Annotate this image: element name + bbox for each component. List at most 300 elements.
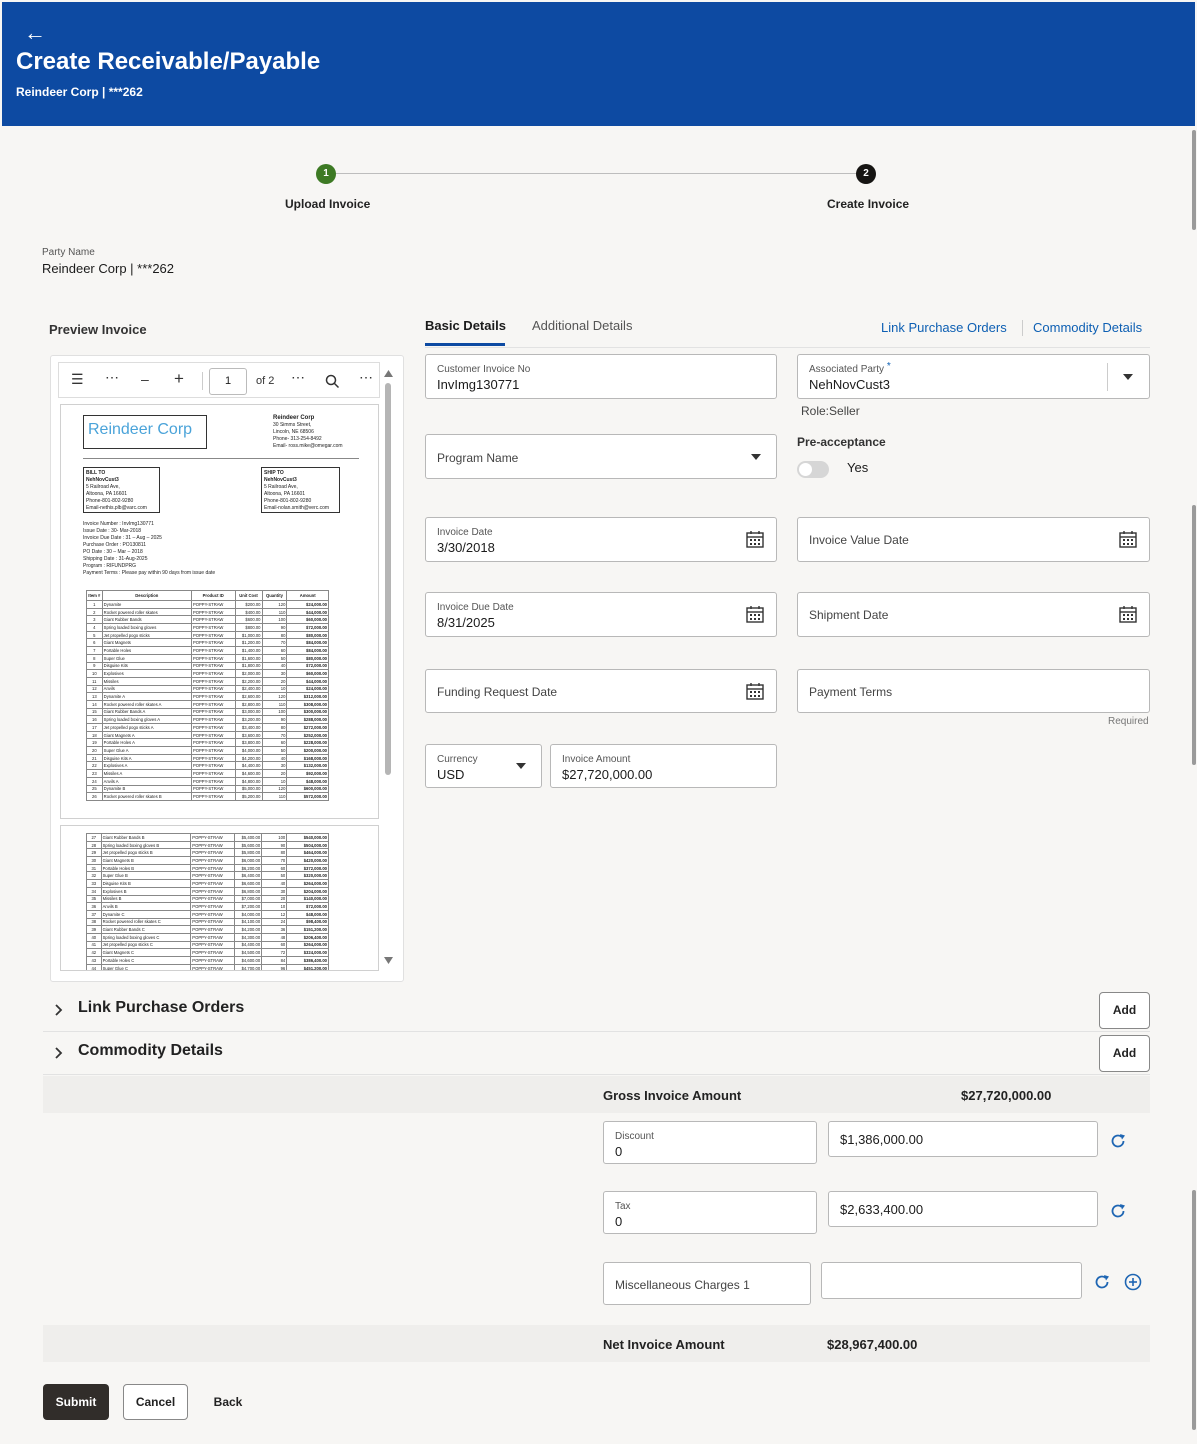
misc-charges-field[interactable]: [603, 1262, 811, 1305]
table-cell: Disguise Kits A: [102, 754, 191, 762]
refresh-icon[interactable]: [1109, 1202, 1127, 1220]
table-cell: 72: [262, 949, 287, 957]
document-line: Altoona, PA 16601: [264, 491, 306, 497]
table-cell: POPPY-STRAW: [191, 624, 235, 632]
table-cell: $300,000.00: [287, 708, 329, 716]
table-row: [87, 708, 329, 716]
table-cell: 110: [262, 608, 287, 616]
invoice-meta: [83, 521, 215, 577]
table-cell: $600.00: [235, 616, 262, 624]
table-cell: Disguise Kits: [102, 662, 191, 670]
table-cell: 31: [87, 864, 102, 872]
table-cell: 24: [262, 918, 287, 926]
table-cell: Giant Magnets C: [101, 949, 191, 957]
field-label: Associated Party *: [809, 361, 891, 375]
table-cell: POPPY-STRAW: [191, 903, 235, 911]
table-cell: $5,800.00: [235, 849, 262, 857]
shipment-date-field[interactable]: [797, 592, 1150, 637]
table-row: [87, 895, 329, 903]
table-cell: Super Glue B: [101, 872, 191, 880]
table-cell: $572,000.00: [287, 793, 329, 801]
page-header: [2, 2, 1195, 126]
document-line: Email-nethis.plb@varc.com: [86, 505, 147, 511]
table-cell: 7: [87, 647, 103, 655]
table-cell: $72,000.00: [287, 903, 329, 911]
table-cell: 70: [262, 731, 287, 739]
accordion-title: Link Purchase Orders: [78, 999, 245, 1016]
cancel-button[interactable]: Cancel: [123, 1384, 188, 1420]
table-cell: $80,000.00: [287, 654, 329, 662]
chevron-right-icon[interactable]: [55, 1047, 63, 1059]
table-cell: 40: [87, 933, 102, 941]
chevron-down-icon[interactable]: [1123, 374, 1133, 380]
table-row: [87, 910, 329, 918]
ship-to-box: [261, 467, 340, 513]
calendar-icon[interactable]: [746, 530, 764, 548]
table-cell: $4,000.00: [235, 910, 262, 918]
table-cell: 90: [262, 716, 287, 724]
scroll-down-icon[interactable]: [384, 957, 393, 964]
table-cell: POPPY-STRAW: [191, 654, 235, 662]
document-line: Reindeer Corp: [273, 415, 315, 421]
party-name-label: Party Name: [42, 247, 95, 258]
table-cell: Portable Holes A: [102, 739, 191, 747]
step-1-label: Upload Invoice: [285, 197, 371, 211]
table-row: [87, 864, 329, 872]
field-label: Tax: [615, 1201, 631, 1212]
funding-request-date-field[interactable]: [425, 669, 777, 713]
field-placeholder: Invoice Value Date: [809, 533, 909, 547]
table-cell: 20: [262, 895, 287, 903]
table-cell: $200,000.00: [287, 747, 329, 755]
scroll-up-icon[interactable]: [384, 370, 393, 377]
table-cell: POPPY-STRAW: [191, 693, 235, 701]
table-cell: 25: [87, 785, 103, 793]
table-cell: 4: [87, 624, 103, 632]
table-row: [87, 841, 329, 849]
pdf-toolbar: [58, 362, 380, 398]
table-cell: 9: [87, 662, 103, 670]
table-cell: 60: [262, 941, 287, 949]
table-cell: $4,000.00: [235, 747, 262, 755]
currency-select[interactable]: [425, 744, 542, 788]
tab-basic-details[interactable]: Basic Details: [425, 318, 506, 333]
table-cell: 23: [87, 770, 103, 778]
commodity-details-link[interactable]: Commodity Details: [1033, 320, 1143, 335]
table-cell: $4,600.00: [235, 770, 262, 778]
list-icon[interactable]: ☰: [71, 371, 84, 387]
table-cell: $204,000.00: [287, 887, 329, 895]
calendar-icon[interactable]: [1119, 530, 1137, 548]
table-cell: $200.00: [235, 601, 262, 609]
page-scrollbar[interactable]: [1192, 1190, 1196, 1430]
table-header-cell: Quantity: [262, 591, 287, 601]
table-cell: Rocket powered roller skates B: [102, 793, 191, 801]
table-cell: $132,000.00: [287, 762, 329, 770]
table-row: [87, 887, 329, 895]
page-number-input[interactable]: 1: [209, 368, 247, 395]
table-cell: POPPY-STRAW: [191, 793, 235, 801]
table-cell: $5,400.00: [235, 834, 262, 842]
document-line: NehNovCust3: [264, 477, 297, 483]
table-cell: Dynamite C: [101, 910, 191, 918]
table-cell: POPPY-STRAW: [191, 841, 235, 849]
field-value: USD: [437, 767, 465, 782]
table-cell: Jet propelled pogo sticks C: [101, 941, 191, 949]
table-cell: 22: [87, 762, 103, 770]
more-icon[interactable]: ⋯: [359, 369, 373, 385]
table-row: [87, 754, 329, 762]
table-cell: POPPY-STRAW: [191, 662, 235, 670]
table-cell: 30: [262, 670, 287, 678]
table-cell: 17: [87, 724, 103, 732]
document-line: SHIP TO: [264, 470, 284, 476]
zoom-in-icon[interactable]: +: [174, 369, 184, 388]
table-header-cell: Description: [102, 591, 191, 601]
calendar-icon[interactable]: [1119, 605, 1137, 623]
commodity-details-accordion[interactable]: [43, 1032, 1150, 1075]
table-cell: $98,400.00: [287, 918, 329, 926]
table-row: [87, 849, 329, 857]
table-cell: $168,000.00: [287, 754, 329, 762]
table-cell: $6,400.00: [235, 872, 262, 880]
table-cell: POPPY-STRAW: [191, 785, 235, 793]
table-cell: Dynamite: [102, 601, 191, 609]
document-line: Phone-801-802-9280: [86, 498, 134, 504]
table-row: [87, 647, 329, 655]
discount-amount-field[interactable]: [828, 1121, 1098, 1157]
field-value: 0: [615, 1214, 623, 1229]
table-cell: $312,000.00: [287, 693, 329, 701]
table-cell: $44,000.00: [287, 608, 329, 616]
table-cell: 70: [262, 639, 287, 647]
back-button[interactable]: Back: [213, 1395, 243, 1409]
program-name-select[interactable]: [425, 434, 777, 479]
table-cell: $6,000.00: [235, 857, 262, 865]
table-row: [87, 903, 329, 911]
table-cell: Jet propelled pogo sticks: [102, 631, 191, 639]
table-cell: POPPY-STRAW: [191, 957, 235, 965]
gross-amount-value: $27,720,000.00: [961, 1088, 1052, 1103]
table-cell: 37: [87, 910, 102, 918]
payment-terms-field[interactable]: [797, 669, 1150, 713]
table-cell: $5,200.00: [235, 793, 262, 801]
table-row: [87, 747, 329, 755]
table-cell: $372,000.00: [287, 864, 329, 872]
table-cell: 30: [87, 857, 102, 865]
table-cell: 38: [87, 918, 102, 926]
link-purchase-orders-accordion[interactable]: [43, 989, 1150, 1032]
table-cell: $4,200.00: [235, 754, 262, 762]
table-cell: $504,000.00: [287, 841, 329, 849]
document-logo: Reindeer Corp: [83, 415, 207, 449]
bill-to-text: [86, 470, 147, 512]
field-placeholder: Funding Request Date: [437, 685, 558, 699]
table-cell: $6,800.00: [235, 887, 262, 895]
table-row: [87, 872, 329, 880]
table-cell: 110: [262, 793, 287, 801]
add-circle-icon[interactable]: [1124, 1273, 1142, 1291]
preview-scrollbar[interactable]: [385, 383, 391, 775]
table-cell: Portable Holes C: [101, 957, 191, 965]
submit-button[interactable]: Submit: [43, 1384, 109, 1420]
table-header-cell: Unit Cost: [235, 591, 262, 601]
associated-party-select[interactable]: [797, 354, 1150, 399]
invoice-line-items-table: [86, 833, 329, 971]
table-cell: POPPY-STRAW: [191, 647, 235, 655]
search-icon[interactable]: [325, 374, 340, 389]
page-scrollbar[interactable]: [1192, 505, 1196, 765]
table-cell: 42: [87, 949, 102, 957]
table-cell: Jet propelled pogo sticks B: [101, 849, 191, 857]
chevron-down-icon[interactable]: [516, 763, 526, 769]
chevron-right-icon[interactable]: [55, 1004, 63, 1016]
table-cell: POPPY-STRAW: [191, 700, 235, 708]
calendar-icon[interactable]: [746, 605, 764, 623]
table-cell: $48,000.00: [287, 777, 329, 785]
table-cell: 28: [87, 841, 102, 849]
table-row: [87, 608, 329, 616]
table-cell: POPPY-STRAW: [191, 872, 235, 880]
net-amount-label: Net Invoice Amount: [603, 1337, 725, 1352]
table-cell: Giant Rubber Bands B: [101, 834, 191, 842]
table-row: [87, 949, 329, 957]
table-cell: POPPY-STRAW: [191, 677, 235, 685]
more-icon[interactable]: ⋯: [291, 369, 305, 385]
table-cell: POPPY-STRAW: [191, 731, 235, 739]
step-2-indicator: 2: [856, 164, 876, 184]
table-cell: $4,600.00: [235, 957, 262, 965]
table-row: [87, 918, 329, 926]
pdf-page-2: [60, 825, 379, 971]
table-cell: $1,600.00: [235, 654, 262, 662]
zoom-out-icon[interactable]: –: [141, 371, 149, 387]
refresh-icon[interactable]: [1093, 1273, 1111, 1291]
table-cell: POPPY-STRAW: [191, 941, 235, 949]
table-cell: Dynamite A: [102, 693, 191, 701]
table-row: [87, 677, 329, 685]
field-value: 8/31/2025: [437, 615, 495, 630]
table-cell: $4,200.00: [235, 926, 262, 934]
table-cell: 20: [262, 770, 287, 778]
table-cell: 27: [87, 834, 102, 842]
table-cell: Disguise Kits B: [101, 880, 191, 888]
gross-amount-label: Gross Invoice Amount: [603, 1088, 742, 1103]
table-cell: 70: [262, 857, 287, 865]
table-cell: $151,200.00: [287, 926, 329, 934]
table-cell: 33: [87, 880, 102, 888]
back-arrow-icon[interactable]: ←: [24, 20, 46, 45]
table-row: [87, 834, 329, 842]
bill-to-box: [83, 467, 160, 513]
table-cell: 80: [262, 724, 287, 732]
field-label: Currency: [437, 754, 478, 765]
field-value: $27,720,000.00: [562, 767, 653, 782]
document-line: 30 Simms Street,: [273, 422, 312, 428]
pre-acceptance-toggle[interactable]: [797, 461, 829, 478]
field-label: Customer Invoice No: [437, 364, 531, 375]
table-cell: POPPY-STRAW: [191, 887, 235, 895]
table-cell: 1: [87, 601, 103, 609]
table-cell: $320,000.00: [287, 872, 329, 880]
table-cell: $7,000.00: [235, 895, 262, 903]
table-cell: $4,800.00: [235, 777, 262, 785]
table-cell: $3,600.00: [235, 731, 262, 739]
table-cell: 20: [262, 677, 287, 685]
table-cell: 110: [262, 700, 287, 708]
table-cell: $6,200.00: [235, 864, 262, 872]
table-cell: Anvils A: [102, 777, 191, 785]
table-cell: 96: [262, 964, 287, 971]
ship-to-text: [264, 470, 329, 512]
misc-charges-amount-field[interactable]: [821, 1262, 1082, 1299]
add-commodity-button[interactable]: Add: [1099, 1035, 1150, 1072]
table-cell: 120: [262, 693, 287, 701]
chevron-down-icon[interactable]: [751, 454, 761, 460]
table-row: [87, 693, 329, 701]
tax-field[interactable]: [603, 1191, 817, 1234]
link-purchase-orders-link[interactable]: Link Purchase Orders: [881, 320, 1007, 335]
table-cell: 13: [87, 693, 103, 701]
more-icon[interactable]: ⋯: [105, 369, 119, 385]
party-name-value: Reindeer Corp | ***262: [42, 261, 175, 276]
table-cell: $288,000.00: [287, 716, 329, 724]
field-value: $2,633,400.00: [840, 1202, 924, 1217]
table-cell: Missiles A: [102, 770, 191, 778]
table-cell: 60: [262, 739, 287, 747]
refresh-icon[interactable]: [1109, 1132, 1127, 1150]
table-cell: 24: [87, 777, 103, 785]
field-label: Invoice Due Date: [437, 602, 514, 613]
table-cell: POPPY-STRAW: [191, 739, 235, 747]
table-cell: $3,000.00: [235, 708, 262, 716]
table-row: [87, 731, 329, 739]
document-line: 5 Railroad Ave,: [86, 484, 120, 490]
add-purchase-order-button[interactable]: Add: [1099, 992, 1150, 1029]
table-cell: 18: [87, 731, 103, 739]
table-cell: $7,200.00: [235, 903, 262, 911]
table-cell: $464,000.00: [287, 849, 329, 857]
table-cell: $3,800.00: [235, 739, 262, 747]
table-cell: Jet propelled pogo sticks A: [102, 724, 191, 732]
company-block: [273, 415, 343, 450]
header-rule: [83, 458, 359, 459]
table-cell: POPPY-STRAW: [191, 926, 235, 934]
table-cell: $84,000.00: [287, 647, 329, 655]
invoice-amount-field[interactable]: [550, 744, 777, 788]
table-cell: Giant Magnets: [102, 639, 191, 647]
table-row: [87, 724, 329, 732]
gross-amount-band: [43, 1076, 1150, 1113]
table-cell: Super Glue: [102, 654, 191, 662]
table-cell: $451,200.00: [287, 964, 329, 971]
table-cell: $5,600.00: [235, 841, 262, 849]
table-cell: 50: [262, 654, 287, 662]
table-cell: 15: [87, 708, 103, 716]
table-cell: 100: [262, 616, 287, 624]
toolbar-divider: [202, 372, 203, 390]
table-cell: 32: [87, 872, 102, 880]
document-line: Invoice Due Date : 31 – Aug – 2025: [83, 535, 162, 541]
invoice-date-field[interactable]: [425, 517, 777, 562]
table-cell: POPPY-STRAW: [191, 747, 235, 755]
table-cell: $600,000.00: [287, 785, 329, 793]
document-line: Phone- 313-254-8492: [273, 436, 322, 442]
table-cell: $252,000.00: [287, 731, 329, 739]
table-cell: $4,500.00: [235, 949, 262, 957]
table-cell: 21: [87, 754, 103, 762]
document-line: BILL TO: [86, 470, 106, 476]
table-cell: 30: [262, 887, 287, 895]
table-cell: $2,600.00: [235, 693, 262, 701]
tab-additional-details[interactable]: Additional Details: [532, 318, 633, 333]
table-cell: 34: [87, 887, 102, 895]
table-cell: $6,600.00: [235, 880, 262, 888]
customer-invoice-no-field[interactable]: [425, 354, 777, 399]
table-cell: 10: [262, 903, 287, 911]
table-row: [87, 933, 329, 941]
table-cell: 16: [87, 716, 103, 724]
table-cell: 48: [262, 933, 287, 941]
table-cell: 10: [262, 685, 287, 693]
active-tab-indicator: [425, 343, 505, 346]
table-cell: $540,000.00: [287, 834, 329, 842]
table-cell: POPPY-STRAW: [191, 716, 235, 724]
field-placeholder: Shipment Date: [809, 608, 889, 622]
table-cell: 120: [262, 601, 287, 609]
invoice-value-date-field[interactable]: [797, 517, 1150, 562]
table-cell: Spring loaded boxing gloves A: [102, 716, 191, 724]
preview-invoice-title: Preview Invoice: [49, 322, 147, 337]
tax-amount-field[interactable]: [828, 1191, 1098, 1227]
invoice-due-date-field[interactable]: [425, 592, 777, 637]
table-cell: $272,000.00: [287, 724, 329, 732]
table-cell: POPPY-STRAW: [191, 762, 235, 770]
accordion-title: Commodity Details: [78, 1042, 223, 1059]
table-cell: 40: [262, 880, 287, 888]
table-cell: Giant Rubber Bands A: [102, 708, 191, 716]
table-cell: Anvils B: [101, 903, 191, 911]
table-cell: 40: [262, 754, 287, 762]
table-row: [87, 616, 329, 624]
table-cell: 90: [262, 841, 287, 849]
required-mark: *: [886, 361, 891, 372]
page-scrollbar[interactable]: [1192, 130, 1196, 230]
document-line: NehNovCust3: [86, 477, 119, 483]
table-cell: POPPY-STRAW: [191, 754, 235, 762]
table-cell: 41: [87, 941, 102, 949]
table-cell: $92,000.00: [287, 770, 329, 778]
table-cell: Giant Magnets B: [101, 857, 191, 865]
document-line: Invoice Number : InvImg130771: [83, 521, 154, 527]
calendar-icon[interactable]: [746, 682, 764, 700]
table-cell: $400.00: [235, 608, 262, 616]
select-divider: [1107, 363, 1108, 391]
table-cell: Giant Rubber Bands C: [101, 926, 191, 934]
table-cell: $420,000.00: [287, 857, 329, 865]
table-cell: $4,700.00: [235, 964, 262, 971]
table-cell: POPPY-STRAW: [191, 708, 235, 716]
role-text: Role:Seller: [801, 404, 860, 418]
table-row: [87, 700, 329, 708]
table-row: [87, 770, 329, 778]
discount-field[interactable]: [603, 1121, 817, 1164]
table-cell: POPPY-STRAW: [191, 834, 235, 842]
table-row: [87, 793, 329, 801]
table-cell: $4,400.00: [235, 762, 262, 770]
table-cell: POPPY-STRAW: [191, 880, 235, 888]
table-cell: 3: [87, 616, 103, 624]
